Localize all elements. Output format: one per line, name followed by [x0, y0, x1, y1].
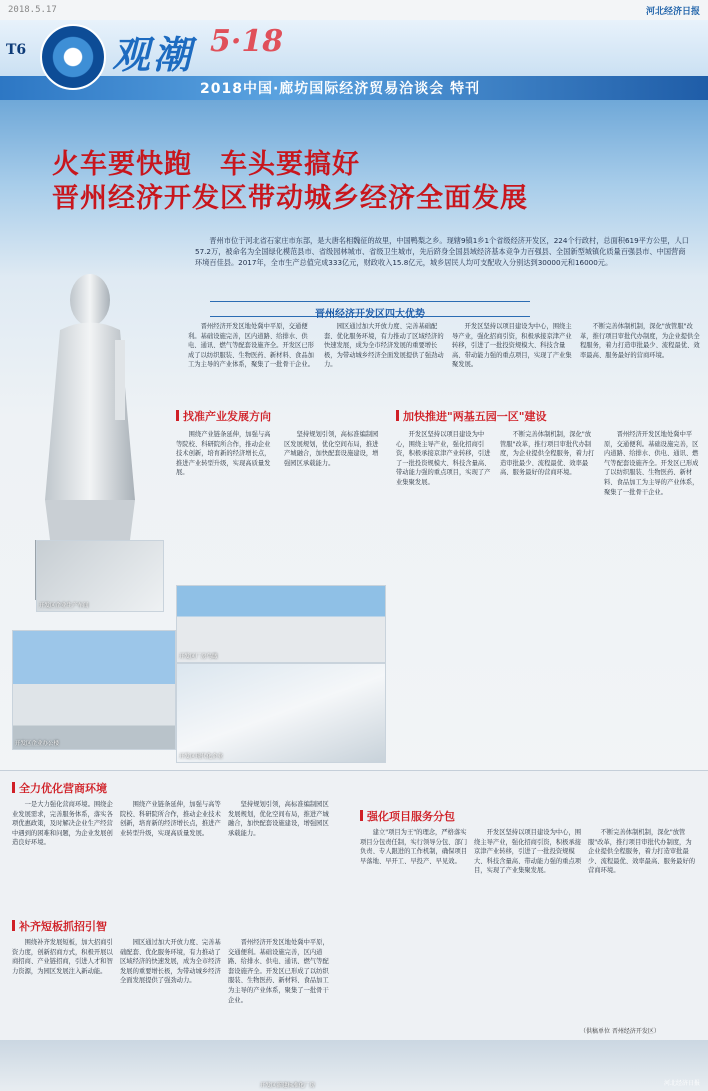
photo-strip — [0, 1040, 708, 1091]
section-heading-1: 找准产业发展方向 — [176, 408, 271, 424]
text-column-10: 一是大力强化营商环境。围绕企业发展需求，完善服务体系，落实各项优惠政策，及时解决企业生产经营中遇到的困难和问题，为企业发展创造良好环境。 — [12, 801, 113, 847]
text-column-9: 晋州经济开发区地处冀中平原，交通便利。基础设施完善，区内道路、给排水、供电、通讯、燃气等配套设施齐全。开发区已形成了以纺织服装、生物医药、新材料、食品加工为主导的产业体系，聚集了一批骨干企业。 — [604, 431, 699, 496]
text-column-17: 开发区坚持以项目建设为中心，围绕主导产业，强化招商引资，积极承接京津产业转移，引进了一批投资规模大、科技含量高、带动能力强的重点项目，实现了产业集聚发展。 — [474, 829, 582, 875]
event-title: 2018中国·廊坊国际经济贸易洽谈会 特刊 — [200, 81, 481, 97]
text-column-7: 开发区坚持以项目建设为中心，围绕主导产业，强化招商引资，积极承接京津产业转移，引进了一批投资规模大、科技含量高、带动能力强的重点项目，实现了产业集聚发展。 — [396, 431, 491, 486]
paper-name: 河北经济日报 — [645, 6, 700, 17]
photo-caption: 开发区现代化企业 — [179, 754, 224, 760]
section-heading-4: 补齐短板抓招引智 — [12, 918, 107, 934]
photo-caption: 开发区新建标准化厂房 — [260, 1083, 316, 1089]
text-column-6: 坚持规划引领，高标准编制园区发展规划，优化空间布局，推进产城融合，加快配套设施建设，增强园区承载能力。 — [284, 431, 379, 467]
text-column-2: 园区通过加大开放力度、完善基础配套、优化服务环境，有力推动了区域经济的快速发展，成为全市经济发展的重要增长极，为带动城乡经济全面发展提供了强劲动力。 — [324, 323, 444, 369]
photo-caption: 开发区厂房鸟瞰 — [179, 654, 218, 660]
section-heading-3: 全力优化营商环境 — [12, 780, 107, 796]
photo-caption: 开发区企业生产车间 — [39, 603, 89, 609]
text-column-1: 晋州经济开发区地处冀中平原，交通便利。基础设施完善，区内道路、给排水、供电、通讯、燃气等配套设施齐全。开发区已形成了以纺织服装、生物医药、新材料、食品加工为主导的产业体系，聚集了一批骨干企业。 — [188, 323, 314, 369]
text-column-12: 坚持规划引领，高标准编制园区发展规划，优化空间布局，推进产城融合，加快配套设施建设，增强园区承载能力。 — [228, 801, 329, 837]
section-header — [0, 20, 708, 100]
fair-logo-icon — [40, 24, 106, 90]
credit-line: （供稿单位 晋州经济开发区） — [580, 1028, 660, 1035]
headline-line-1: 火车要快跑 车头要搞好 — [52, 149, 360, 180]
page-number: T6 — [6, 42, 27, 58]
advantages-title: 晋州经济开发区四大优势 — [315, 309, 425, 320]
text-column-13: 围绕补齐发展短板，加大招商引资力度，创新招商方式，积极开展以商招商、产业链招商，引进人才和智力资源，为园区发展注入新动能。 — [12, 939, 113, 975]
brand-title: 观潮 — [112, 32, 195, 77]
issue-date: 2018.5.17 — [8, 5, 57, 15]
text-column-5: 围绕产业链条延伸，加强与高等院校、科研院所合作，推动企业技术创新，培育新的经济增长点，推进产业转型升级，实现高质量发展。 — [176, 431, 271, 477]
advantages-banner — [210, 301, 530, 320]
photo-worker — [36, 540, 164, 612]
text-column-4: 不断完善体制机制，深化"放管服"改革，推行项目审批代办制度，为企业提供全程服务，着力打造审批最少、流程最优、效率最高、服务最好的营商环境。 — [580, 323, 700, 359]
text-column-11: 围绕产业链条延伸，加强与高等院校、科研院所合作，推动企业技术创新，培育新的经济增长点，推进产业转型升级，实现高质量发展。 — [120, 801, 221, 837]
article-lead: 晋州市位于河北省石家庄市东部，是大唐名相魏征的故里，中国鸭梨之乡。现辖9镇1乡1个省级经济开发区，224个行政村，总面积619平方公里，人口57.2万，被命名为全国绿化模范县市、省级园林城市、省级卫生城市，先后跻身全国县域经济基本竞争力百强县、全国新型城镇化质量百强县市、中国营商环境百佳县。2017年，全市生产总值完成333亿元，财政收入15.8亿元，城乡居民人均可支配收入分别达到30000元和16000元。 — [195, 236, 689, 267]
section-heading-2: 加快推进"两基五园一区"建设 — [396, 408, 546, 424]
photo-factory — [176, 585, 386, 663]
text-column-15: 晋州经济开发区地处冀中平原，交通便利。基础设施完善，区内道路、给排水、供电、通讯、燃气等配套设施齐全。开发区已形成了以纺织服装、生物医药、新材料、食品加工为主导的产业体系，聚集了一批骨干企业。 — [228, 939, 329, 1004]
section-heading-5: 强化项目服务分包 — [360, 808, 455, 824]
top-bar — [0, 0, 708, 20]
text-column-8: 不断完善体制机制，深化"放管服"改革，推行项目审批代办制度，为企业提供全程服务，着力打造审批最少、流程最优、效率最高、服务最好的营商环境。 — [500, 431, 595, 477]
photo-plant — [176, 663, 386, 763]
article-headline — [52, 148, 692, 216]
text-column-3: 开发区坚持以项目建设为中心，围绕主导产业，强化招商引资，积极承接京津产业转移，引进了一批投资规模大、科技含量高、带动能力强的重点项目，实现了产业集聚发展。 — [452, 323, 572, 369]
brand-tag: 5·18 — [210, 24, 284, 59]
photo-office — [12, 630, 176, 750]
text-column-16: 建立"项目为王"的理念，严格落实项目分包责任制，实行领导分包、部门负责、专人跟进的工作机制，确保项目早落地、早开工、早投产、早见效。 — [360, 829, 468, 865]
text-column-14: 园区通过加大开放力度、完善基础配套、优化服务环境，有力推动了区域经济的快速发展，成为全市经济发展的重要增长极，为带动城乡经济全面发展提供了强劲动力。 — [120, 939, 221, 985]
photo-caption: 开发区企业办公楼 — [15, 741, 60, 747]
headline-line-2: 晋州经济开发区带动城乡经济全面发展 — [52, 183, 528, 214]
text-column-18: 不断完善体制机制，深化"放管服"改革，推行项目审批代办制度，为企业提供全程服务，着力打造审批最少、流程最优、效率最高、服务最好的营商环境。 — [588, 829, 696, 875]
footer-paper: 河北经济日报 — [663, 1080, 700, 1087]
